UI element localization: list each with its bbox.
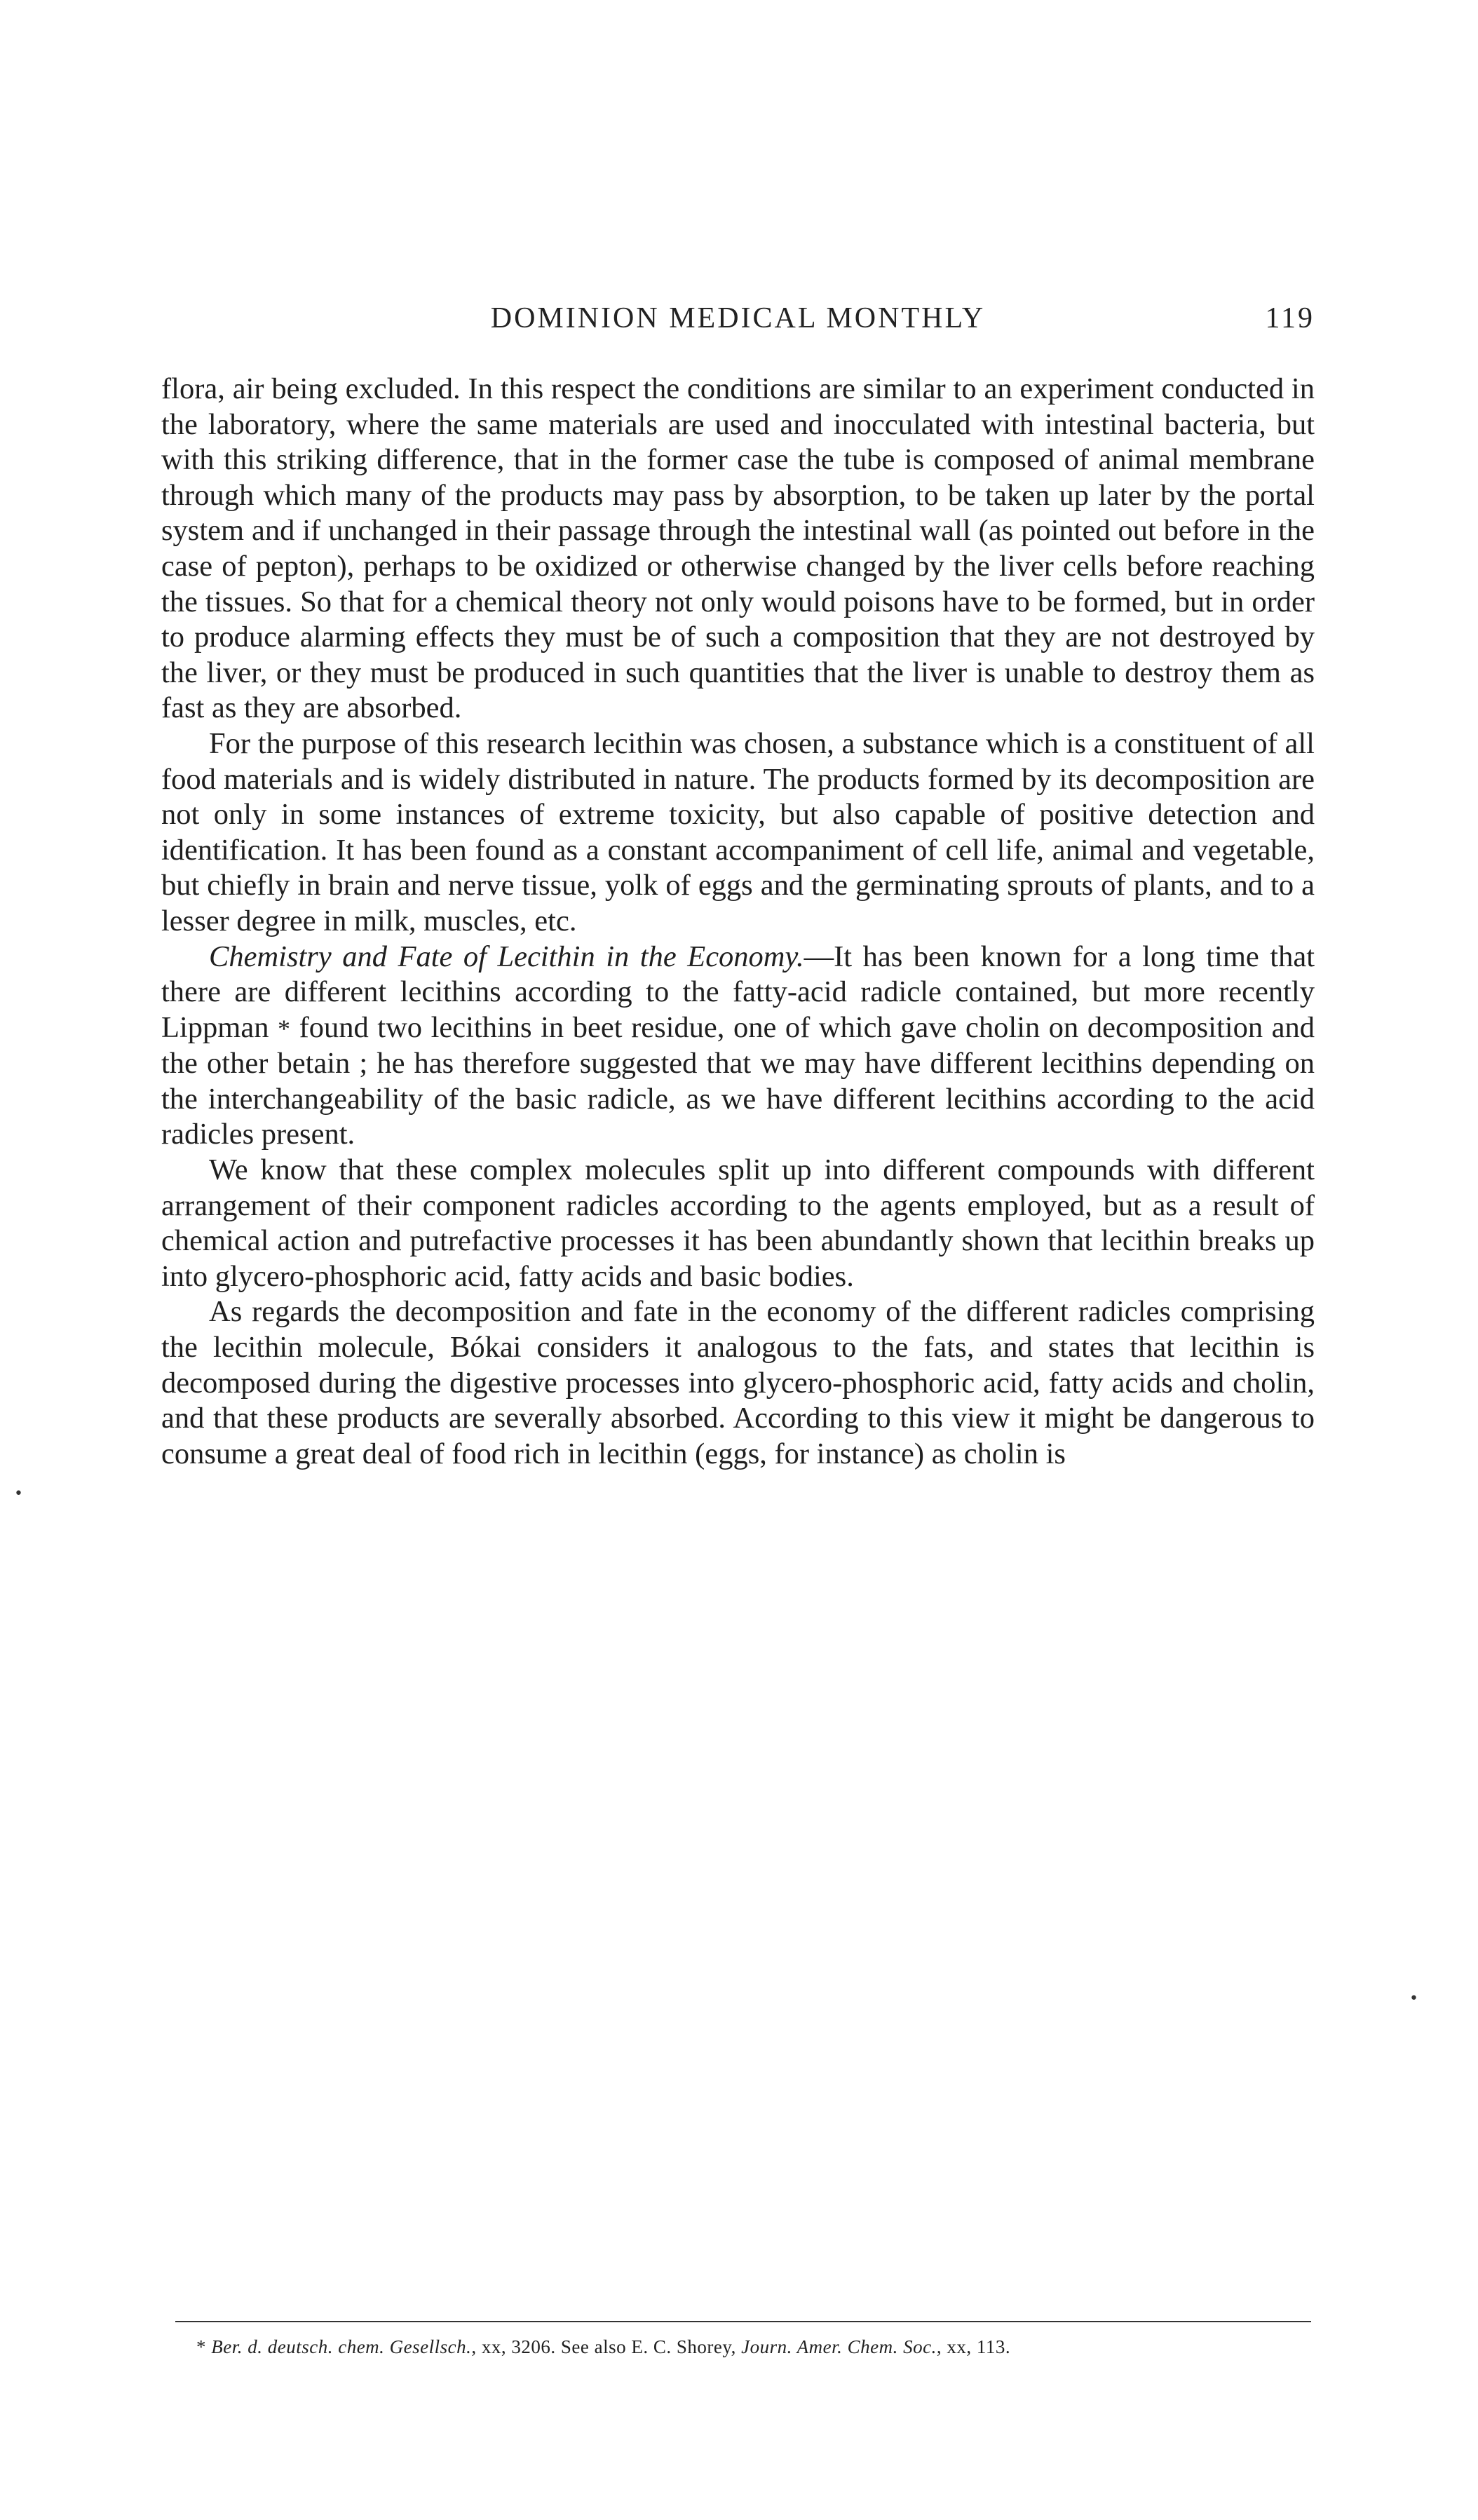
paragraph-2: For the purpose of this research lecithin was chosen, a substance which is a constituent of all food materials and is widely distributed in nature. The products formed by its decomposition are not only in some instances of extreme toxicity, but also capable of positive detection and identification. It has been found as a constant accompaniment of cell life, animal and vegetable, but chiefly in brain and nerve tissue, yolk of eggs and the germinating sprouts of plants, and to a lesser degree in milk, muscles, etc. xyxy=(161,726,1315,937)
section-text-after-ref: found two lecithins in beet residue, one of which gave cholin on decomposition and the other betain ; he has therefore suggested that we may have different lecithins depending on the interchangeability of the basic radicle, as we have different lecithins according to the acid radicles present. xyxy=(161,1010,1315,1151)
section-text-before-ref: —It has been known for a long time that there are different lecithins according to the fatty-acid radicle contained, but more recently Lippman xyxy=(161,940,1315,1044)
paragraph-1: flora, air being excluded. In this respect the conditions are similar to an experiment conducted in the laboratory, where the same materials are used and inocculated with intestinal bacteria, but with this striking difference, that in the former case the tube is composed of animal membrane through which many of the products may pass by absorption, to be taken up later by the portal system and if unchanged in their passage through the intestinal wall (as pointed out before in the case of pepton), perhaps to be oxidized or otherwise changed by the liver cells before reaching the tissues. So that for a chemical theory not only would poisons have to be formed, but in order to produce alarming effects they must be of such a composition that they are not destroyed by the liver, or they must be produced in such quantities that the liver is unable to destroy them as fast as they are absorbed. xyxy=(161,372,1315,725)
page-number: 119 xyxy=(1265,302,1315,334)
running-head xyxy=(161,302,1315,344)
footnote-citation-2: Journ. Amer. Chem. Soc. xyxy=(741,2336,937,2357)
paragraph-4: We know that these complex molecules split up into different compounds with different arrangement of their component radicles according to the agents employed, but as a result of chemical action and putrefactive processes it has been abundantly shown that lecithin breaks up into glycero-phosphoric acid, fatty acids and basic bodies. xyxy=(161,1153,1315,1293)
paragraph-5: As regards the decomposition and fate in the economy of the different radicles comprising the lecithin molecule, Bókai considers it analogous to the fats, and states that lecithin is decomposed during the digestive processes into glycero-phosphoric acid, fatty acids and cholin, and that these products are severally absorbed. According to this view it might be dangerous to consume a great deal of food rich in lecithin (eggs, for instance) as cholin is xyxy=(161,1295,1315,1470)
margin-dot-right: • xyxy=(1409,1990,1418,2007)
body-text xyxy=(161,372,1315,1472)
journal-title: DOMINION MEDICAL MONTHLY xyxy=(490,302,986,334)
footnote-citation-1: Ber. d. deutsch. chem. Gesellsch. xyxy=(211,2336,472,2357)
footnote-mark: * xyxy=(196,2336,206,2357)
footnote-text xyxy=(161,2335,1315,2359)
footnote-rule xyxy=(175,2321,1311,2322)
section-heading: Chemistry and Fate of Lecithin in the Economy. xyxy=(209,940,804,973)
footnote-citation-1-detail: , xx, 3206. See also E. C. Shorey, xyxy=(471,2336,736,2357)
paragraph-3 xyxy=(161,940,1315,1153)
footnote-ref-mark: * xyxy=(278,1014,291,1043)
footnote-citation-2-detail: , xx, 113. xyxy=(936,2336,1011,2357)
footnote xyxy=(161,2335,1315,2359)
margin-dot-left: • xyxy=(14,1485,23,1503)
